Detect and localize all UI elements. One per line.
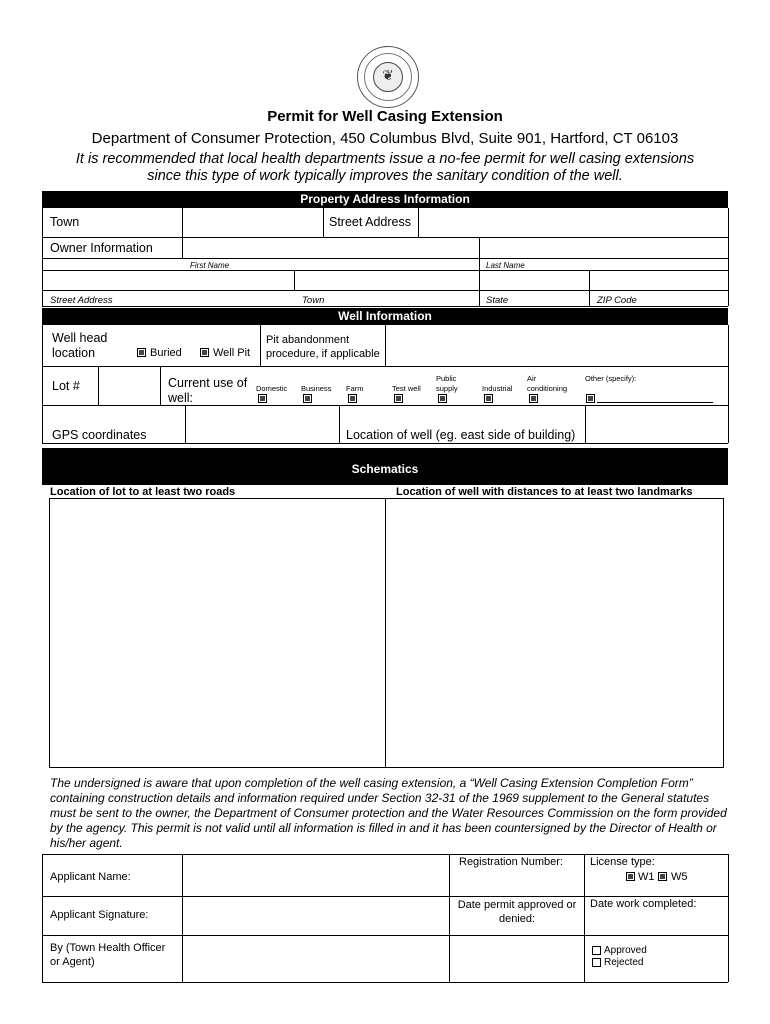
use-air-conditioning-label: Air conditioning — [527, 374, 568, 393]
use-other-checkbox[interactable] — [586, 394, 595, 403]
location-of-well-label: Location of well (eg. east side of building) — [346, 428, 576, 442]
use-industrial-checkbox[interactable] — [484, 394, 493, 403]
use-domestic-label: Domestic — [256, 384, 288, 393]
owner-info-label: Owner Information — [50, 241, 153, 255]
w1-label: W1 — [638, 871, 655, 883]
first-name-field[interactable] — [183, 238, 478, 258]
use-other-label: Other (specify): — [585, 374, 637, 383]
use-business-checkbox[interactable] — [303, 394, 312, 403]
date-permit-label: Date permit approved or denied: — [457, 899, 577, 925]
schematic-right-area[interactable] — [385, 498, 724, 768]
last-name-field[interactable] — [480, 238, 727, 258]
officer-label: By (Town Health Officer or Agent) — [50, 942, 166, 968]
recommendation-note: It is recommended that local health departments issue a no-fee permit for well casing extensions since this type of work typically improves the sanitary condition of the well. — [75, 151, 695, 184]
other-specify-line — [597, 402, 713, 403]
zip-caption: ZIP Code — [597, 295, 637, 306]
use-test-well-label: Test well — [392, 384, 421, 393]
buried-checkbox[interactable] — [137, 348, 146, 357]
town-label: Town — [50, 215, 80, 229]
street-address-field[interactable] — [419, 209, 727, 237]
schematic-left-label: Location of lot to at least two roads — [50, 486, 236, 498]
applicant-name-label: Applicant Name: — [50, 871, 131, 883]
date-work-completed-label: Date work completed: — [590, 898, 697, 910]
use-industrial-label: Industrial — [482, 384, 513, 393]
gps-field[interactable] — [186, 406, 339, 443]
state-caption: State — [486, 295, 509, 306]
officer-signature-field[interactable] — [183, 936, 449, 982]
lot-label: Lot # — [52, 379, 80, 393]
department-address: Department of Consumer Protection, 450 Columbus Blvd, Suite 901, Hartford, CT 06103 — [91, 130, 679, 147]
approved-label: Approved — [604, 945, 647, 956]
w1-checkbox[interactable] — [626, 872, 635, 881]
use-air-conditioning-checkbox[interactable] — [529, 394, 538, 403]
schematic-left-area[interactable] — [49, 498, 386, 768]
approved-checkbox[interactable] — [592, 946, 601, 955]
schematic-right-label: Location of well with distances to at least two landmarks — [396, 486, 693, 498]
buried-label: Buried — [150, 347, 182, 359]
property-section-bar: Property Address Information — [42, 191, 728, 208]
registration-number-label: Registration Number: — [459, 856, 563, 868]
pit-abandonment-field[interactable] — [386, 326, 727, 366]
use-public-supply-label: Public supply — [436, 374, 458, 393]
rejected-checkbox[interactable] — [592, 958, 601, 967]
applicant-signature-label: Applicant Signature: — [50, 909, 149, 921]
use-public-supply-checkbox[interactable] — [438, 394, 447, 403]
street-address-label: Street Address — [329, 215, 411, 229]
license-type-label: License type: — [590, 856, 655, 868]
w5-checkbox[interactable] — [658, 872, 667, 881]
use-farm-label: Farm — [346, 384, 364, 393]
well-head-location-label: Well head location — [52, 331, 108, 360]
use-domestic-checkbox[interactable] — [258, 394, 267, 403]
pit-abandonment-label: Pit abandonment procedure, if applicable — [266, 334, 380, 360]
applicant-name-field[interactable] — [183, 855, 449, 896]
applicant-signature-field[interactable] — [183, 897, 449, 935]
state-seal-logo: ❦ — [357, 46, 419, 108]
street-address2-caption: Street Address — [50, 295, 113, 306]
location-of-well-field[interactable] — [586, 406, 727, 443]
well-pit-checkbox[interactable] — [200, 348, 209, 357]
use-test-well-checkbox[interactable] — [394, 394, 403, 403]
gps-label: GPS coordinates — [52, 428, 147, 442]
current-use-label: Current use of well: — [168, 376, 248, 405]
use-farm-checkbox[interactable] — [348, 394, 357, 403]
town-field[interactable] — [183, 209, 323, 237]
town2-caption: Town — [302, 295, 325, 306]
lot-field[interactable] — [99, 367, 160, 405]
w5-label: W5 — [671, 871, 688, 883]
undersigned-statement: The undersigned is aware that upon completion of the well casing extension, a “Well Casing Extension Completion Form” containing construction details and information required under Section 32-31 of the 1969 supplement to the General statutes must be sent to the owner, the Department of Consumer protection and the Water Resources Commission on the form provided by the agency. This permit is not valid until all information is filled in and it has been countersigned by the Director of Health or his/her agent. — [50, 776, 727, 850]
last-name-caption: Last Name — [486, 261, 525, 270]
rejected-label: Rejected — [604, 957, 644, 968]
first-name-caption: First Name — [190, 261, 230, 270]
schematics-bar: Schematics — [42, 448, 728, 485]
use-business-label: Business — [301, 384, 332, 393]
well-pit-label: Well Pit — [213, 347, 251, 359]
well-section-bar: Well Information — [42, 308, 728, 325]
page-title: Permit for Well Casing Extension — [267, 108, 503, 125]
